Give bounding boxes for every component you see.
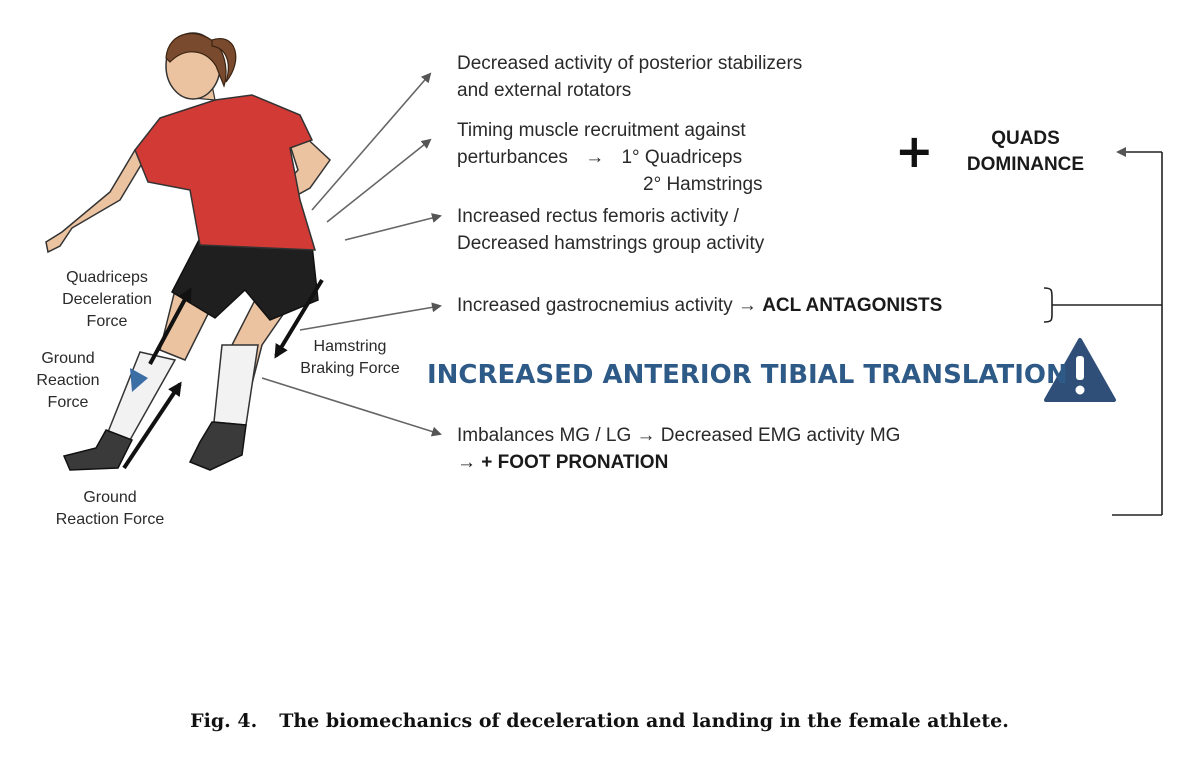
acl-antagonists-label: ACL ANTAGONISTS: [762, 295, 943, 316]
quads-dominance-label: [948, 126, 1103, 178]
hamstring-line-1: Hamstring: [313, 338, 387, 355]
statement-2-primary: 1° Quadriceps: [621, 147, 743, 168]
statement-2-line-1: Timing muscle recruitment against: [457, 120, 746, 141]
statement-2-arrow: →: [585, 147, 605, 168]
pointer-line-1: [312, 74, 430, 210]
statement-2-perturbances: perturbances: [457, 147, 568, 168]
statement-3: [457, 203, 764, 257]
quadriceps-label-line-3: Force: [86, 313, 128, 330]
pointer-line-3: [345, 216, 440, 240]
ground-left-line-3: Force: [47, 394, 89, 411]
statement-4-text: Increased gastrocnemius activity →: [457, 295, 757, 316]
statement-5: [457, 422, 900, 476]
hamstring-force-label: [285, 336, 415, 380]
ground-bottom-line-1: Ground: [83, 489, 137, 506]
foot-pronation-label: → + FOOT PRONATION: [457, 452, 669, 473]
quads-line-1: QUADS: [991, 128, 1060, 149]
caption-label: Fig. 4.: [190, 710, 258, 732]
statement-3-line-1: Increased rectus femoris activity /: [457, 206, 739, 227]
statement-2-secondary: 2° Hamstrings: [643, 174, 763, 195]
statement-1: [457, 50, 802, 104]
statement-3-line-2: Decreased hamstrings group activity: [457, 233, 765, 254]
plus-icon: +: [895, 124, 934, 178]
statement-4: [457, 292, 942, 319]
headline-anterior-tibial-translation: INCREASED ANTERIOR TIBIAL TRANSLATION: [427, 360, 1068, 390]
hamstring-line-2: Braking Force: [300, 360, 400, 377]
statement-2: [457, 117, 763, 198]
pointer-line-5: [262, 378, 440, 434]
quads-line-2: DOMINANCE: [966, 154, 1085, 175]
acl-bracket: [1044, 288, 1052, 322]
ground-reaction-label-bottom: [40, 487, 180, 531]
statement-1-line-2: and external rotators: [457, 80, 632, 101]
ground-left-line-2: Reaction: [36, 372, 100, 389]
quadriceps-label-line-1: Quadriceps: [66, 269, 148, 286]
caption-text: The biomechanics of deceleration and landing in the female athlete.: [279, 710, 1009, 732]
quadriceps-label-line-2: Deceleration: [62, 291, 152, 308]
pointer-line-2: [327, 140, 430, 222]
ground-bottom-line-2: Reaction Force: [55, 511, 165, 528]
quadriceps-force-label: [48, 267, 166, 333]
ground-left-line-1: Ground: [41, 350, 95, 367]
statement-5-line-1: Imbalances MG / LG → Decreased EMG activity MG: [457, 425, 901, 446]
statement-2-line-2: [457, 144, 763, 171]
ground-reaction-label-left: [22, 348, 114, 414]
figure-caption: [0, 710, 1199, 732]
statement-1-line-1: Decreased activity of posterior stabilizers: [457, 53, 803, 74]
pointer-line-4: [300, 306, 440, 330]
